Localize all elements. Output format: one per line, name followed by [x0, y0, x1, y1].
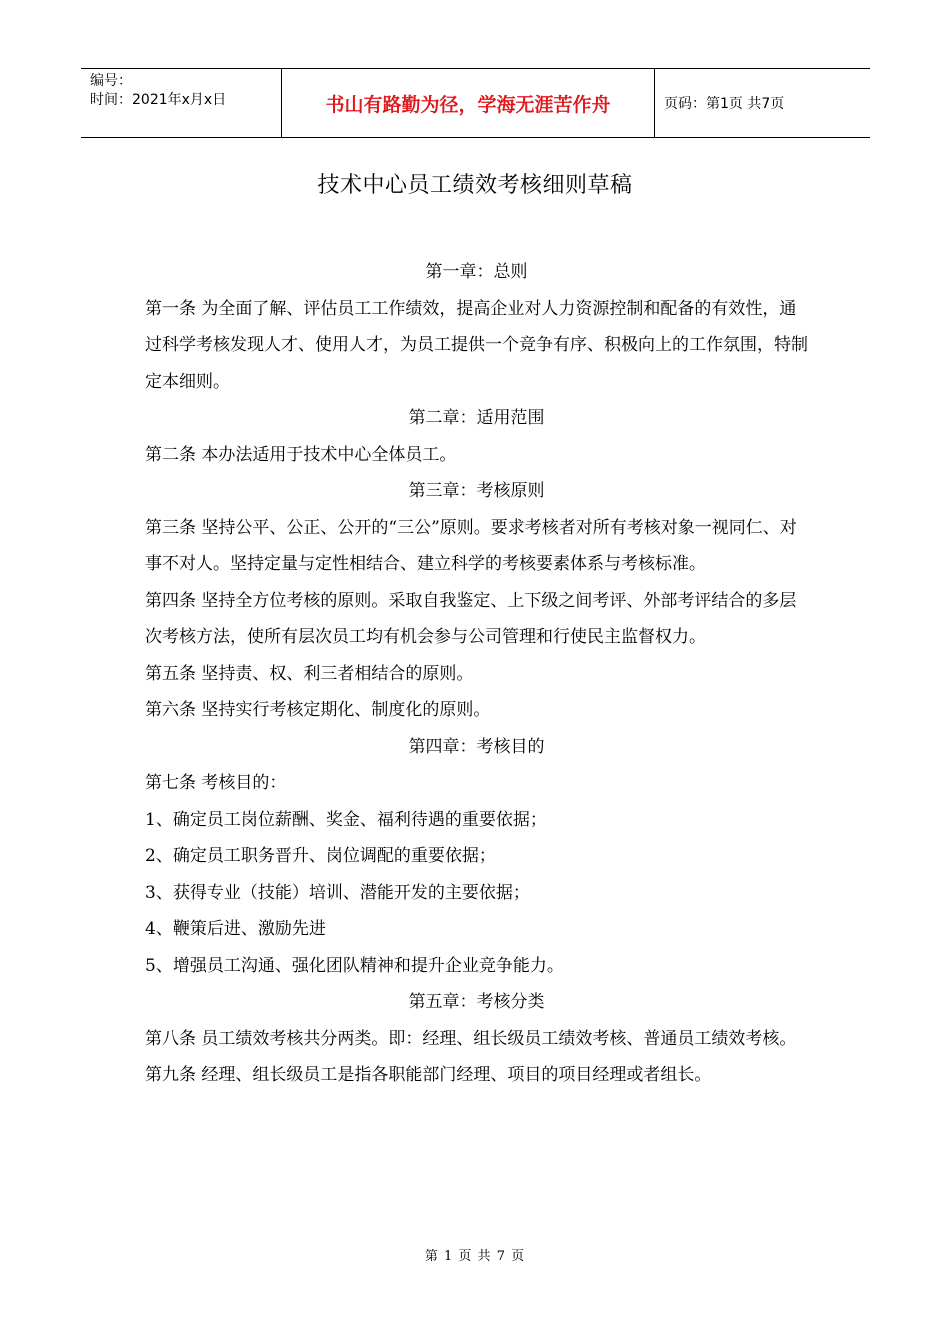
header-page-info: 页码：第1页 共7页: [664, 96, 785, 112]
document-body: [145, 254, 808, 1094]
header-motto: 书山有路勤为径，学海无涯苦作舟: [282, 69, 655, 137]
article-paragraph: 2、确定员工职务晋升、岗位调配的重要依据；: [145, 846, 496, 866]
chapter-heading: 第五章：考核分类: [408, 992, 545, 1012]
page-footer: 第 1 页 共 7 页: [424, 1249, 526, 1264]
document-number-label: 编号：: [90, 73, 132, 89]
article-paragraph: 第三条 坚持公平、公正、公开的“三公”原则。要求考核者对所有考核对象一视同仁、对事不对人。坚持定量与定性相结合、建立科学的考核要素体系与考核标准。: [145, 517, 797, 574]
article-paragraph: 第四条 坚持全方位考核的原则。采取自我鉴定、上下级之间考评、外部考评结合的多层次考核方法，使所有层次员工均有机会参与公司管理和行使民主监督权力。: [145, 590, 797, 647]
chapter-heading: 第二章：适用范围: [408, 408, 545, 428]
header-table: [81, 68, 870, 138]
article-paragraph: 第八条 员工绩效考核共分两类。即：经理、组长级员工绩效考核、普通员工绩效考核。: [145, 1028, 797, 1049]
article-paragraph: 第九条 经理、组长级员工是指各职能部门经理、项目的项目经理或者组长。: [145, 1065, 712, 1085]
chapter-heading: 第三章：考核原则: [408, 481, 545, 501]
article-paragraph: 第一条 为全面了解、评估员工工作绩效，提高企业对人力资源控制和配备的有效性，通过科学考核发现人才、使用人才，为员工提供一个竞争有序、积极向上的工作氛围，特制定本细则。: [145, 298, 808, 392]
article-paragraph: 4、鞭策后进、激励先进: [145, 919, 326, 939]
header-info-cell: [81, 69, 282, 137]
chapter-heading: 第四章：考核目的: [408, 736, 545, 757]
article-paragraph: 5、增强员工沟通、强化团队精神和提升企业竞争能力。: [145, 955, 564, 976]
article-paragraph: 1、确定员工岗位薪酬、奖金、福利待遇的重要依据；: [145, 809, 547, 830]
article-paragraph: 第五条 坚持责、权、利三者相结合的原则。: [145, 663, 474, 684]
article-paragraph: 3、获得专业（技能）培训、潜能开发的主要依据；: [145, 882, 530, 903]
document-title: 技术中心员工绩效考核细则草稿: [317, 173, 633, 198]
article-paragraph: 第六条 坚持实行考核定期化、制度化的原则。: [145, 700, 491, 720]
document-time-label: 时间：2021年x月x日: [90, 92, 227, 108]
chapter-heading: 第一章：总则: [425, 262, 528, 282]
article-paragraph: 第二条 本办法适用于技术中心全体员工。: [145, 444, 457, 465]
article-paragraph: 第七条 考核目的：: [145, 773, 287, 793]
